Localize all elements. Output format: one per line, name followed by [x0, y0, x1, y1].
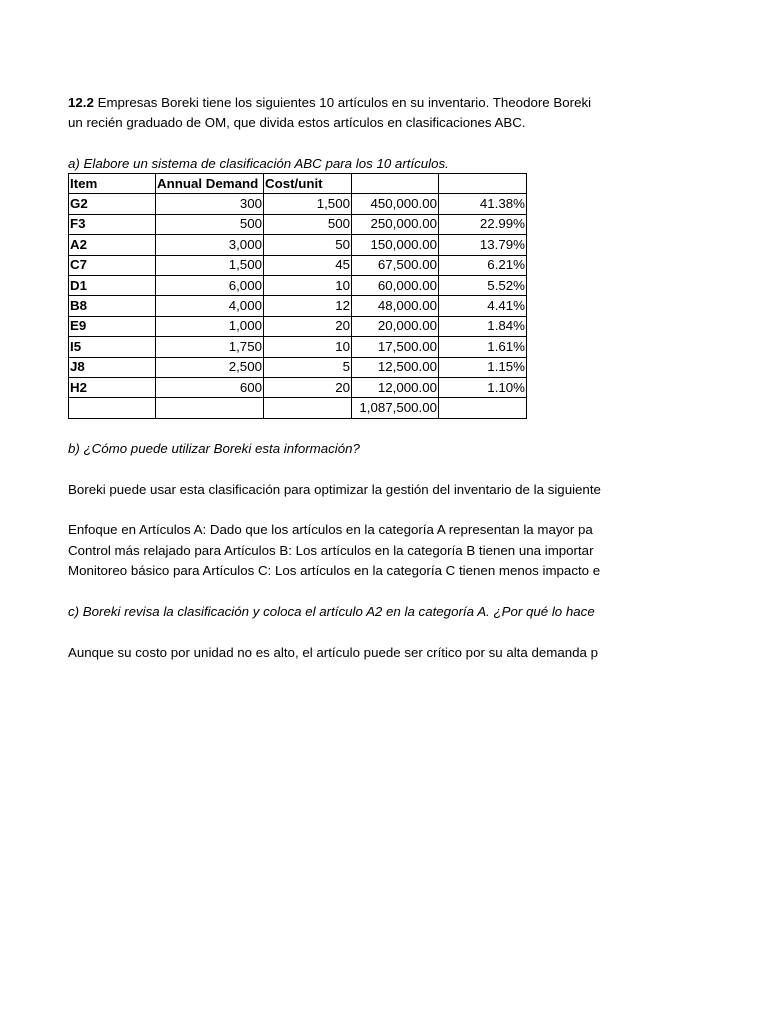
- cell-annual-demand[interactable]: 1,000: [156, 316, 264, 336]
- cell-annual-value[interactable]: 67,500.00: [352, 255, 439, 275]
- cell-cost-unit[interactable]: 1,500: [264, 194, 352, 214]
- cell-annual-demand[interactable]: 2,500: [156, 357, 264, 377]
- cell-item-code[interactable]: A2: [69, 235, 156, 255]
- cell-percent-value[interactable]: 22.99%: [439, 214, 527, 234]
- cell-cost-unit[interactable]: 10: [264, 275, 352, 295]
- table-row: [69, 316, 527, 336]
- total-row: [69, 398, 527, 418]
- answer-b-point-c: Monitoreo básico para Artículos C: Los artículos en la categoría C tienen menos impacto e: [68, 563, 601, 578]
- cell-item-code[interactable]: F3: [69, 214, 156, 234]
- header-blank-5[interactable]: [439, 174, 527, 194]
- cell-cost-unit[interactable]: 5: [264, 357, 352, 377]
- abc-table-body: [69, 174, 527, 419]
- cell-annual-demand[interactable]: 3,000: [156, 235, 264, 255]
- total-percent-value[interactable]: [439, 398, 527, 418]
- table-row: [69, 255, 527, 275]
- cell-annual-demand[interactable]: 1,500: [156, 255, 264, 275]
- cell-percent-value[interactable]: 41.38%: [439, 194, 527, 214]
- cell-cost-unit[interactable]: 10: [264, 337, 352, 357]
- header-annual-demand[interactable]: Annual Demand: [156, 174, 264, 194]
- table-row: [69, 357, 527, 377]
- problem-text-1: Empresas Boreki tiene los siguientes 10 artículos en su inventario. Theodore Boreki: [93, 95, 592, 110]
- cell-percent-value[interactable]: 1.61%: [439, 337, 527, 357]
- cell-annual-demand[interactable]: 300: [156, 194, 264, 214]
- table-row: [69, 214, 527, 234]
- cell-cost-unit[interactable]: 20: [264, 316, 352, 336]
- cell-item-code[interactable]: C7: [69, 255, 156, 275]
- total-annual-value[interactable]: 1,087,500.00: [352, 398, 439, 418]
- cell-percent-value[interactable]: 4.41%: [439, 296, 527, 316]
- answer-b-point-b: Control más relajado para Artículos B: Los artículos en la categoría B tienen una importar: [68, 543, 594, 558]
- problem-number: 12.2: [68, 95, 94, 110]
- cell-item-code[interactable]: G2: [69, 194, 156, 214]
- cell-annual-value[interactable]: 450,000.00: [352, 194, 439, 214]
- header-item[interactable]: Item: [69, 174, 156, 194]
- question-c: c) Boreki revisa la clasificación y coloca el artículo A2 en la categoría A. ¿Por qué lo hace: [68, 604, 595, 619]
- cell-cost-unit[interactable]: 50: [264, 235, 352, 255]
- cell-percent-value[interactable]: 1.10%: [439, 377, 527, 397]
- cell-annual-value[interactable]: 17,500.00: [352, 337, 439, 357]
- total-annual-demand[interactable]: [156, 398, 264, 418]
- abc-table: [68, 173, 527, 419]
- cell-cost-unit[interactable]: 45: [264, 255, 352, 275]
- cell-item-code[interactable]: D1: [69, 275, 156, 295]
- cell-item-code[interactable]: J8: [69, 357, 156, 377]
- question-a: a) Elabore un sistema de clasificación ABC para los 10 artículos.: [68, 156, 449, 171]
- cell-cost-unit[interactable]: 20: [264, 377, 352, 397]
- cell-annual-value[interactable]: 48,000.00: [352, 296, 439, 316]
- table-row: [69, 337, 527, 357]
- cell-cost-unit[interactable]: 12: [264, 296, 352, 316]
- cell-annual-value[interactable]: 250,000.00: [352, 214, 439, 234]
- cell-annual-demand[interactable]: 600: [156, 377, 264, 397]
- table-header-row: [69, 174, 527, 194]
- problem-statement-line-1: [68, 94, 616, 112]
- answer-b-point-a: Enfoque en Artículos A: Dado que los artículos en la categoría A representan la mayor pa: [68, 522, 593, 537]
- cell-item-code[interactable]: I5: [69, 337, 156, 357]
- cell-percent-value[interactable]: 6.21%: [439, 255, 527, 275]
- cell-cost-unit[interactable]: 500: [264, 214, 352, 234]
- cell-annual-value[interactable]: 12,500.00: [352, 357, 439, 377]
- cell-annual-demand[interactable]: 4,000: [156, 296, 264, 316]
- cell-annual-value[interactable]: 150,000.00: [352, 235, 439, 255]
- cell-annual-demand[interactable]: 6,000: [156, 275, 264, 295]
- cell-percent-value[interactable]: 5.52%: [439, 275, 527, 295]
- cell-item-code[interactable]: E9: [69, 316, 156, 336]
- cell-percent-value[interactable]: 1.15%: [439, 357, 527, 377]
- problem-statement-line-2: un recién graduado de OM, que divida estos artículos en clasificaciones ABC.: [68, 115, 526, 130]
- cell-annual-demand[interactable]: 500: [156, 214, 264, 234]
- header-blank-4[interactable]: [352, 174, 439, 194]
- table-row: [69, 235, 527, 255]
- cell-percent-value[interactable]: 1.84%: [439, 316, 527, 336]
- answer-b-intro: Boreki puede usar esta clasificación para optimizar la gestión del inventario de la siguiente: [68, 482, 601, 497]
- table-row: [69, 275, 527, 295]
- total-item-code[interactable]: [69, 398, 156, 418]
- answer-c: Aunque su costo por unidad no es alto, el artículo puede ser crítico por su alta demanda p: [68, 645, 598, 660]
- cell-annual-demand[interactable]: 1,750: [156, 337, 264, 357]
- question-b: b) ¿Cómo puede utilizar Boreki esta información?: [68, 441, 360, 456]
- table-row: [69, 194, 527, 214]
- cell-item-code[interactable]: H2: [69, 377, 156, 397]
- cell-item-code[interactable]: B8: [69, 296, 156, 316]
- cell-percent-value[interactable]: 13.79%: [439, 235, 527, 255]
- table-row: [69, 377, 527, 397]
- total-cost-unit[interactable]: [264, 398, 352, 418]
- cell-annual-value[interactable]: 60,000.00: [352, 275, 439, 295]
- cell-annual-value[interactable]: 20,000.00: [352, 316, 439, 336]
- table-row: [69, 296, 527, 316]
- header-cost-unit[interactable]: Cost/unit: [264, 174, 352, 194]
- cell-annual-value[interactable]: 12,000.00: [352, 377, 439, 397]
